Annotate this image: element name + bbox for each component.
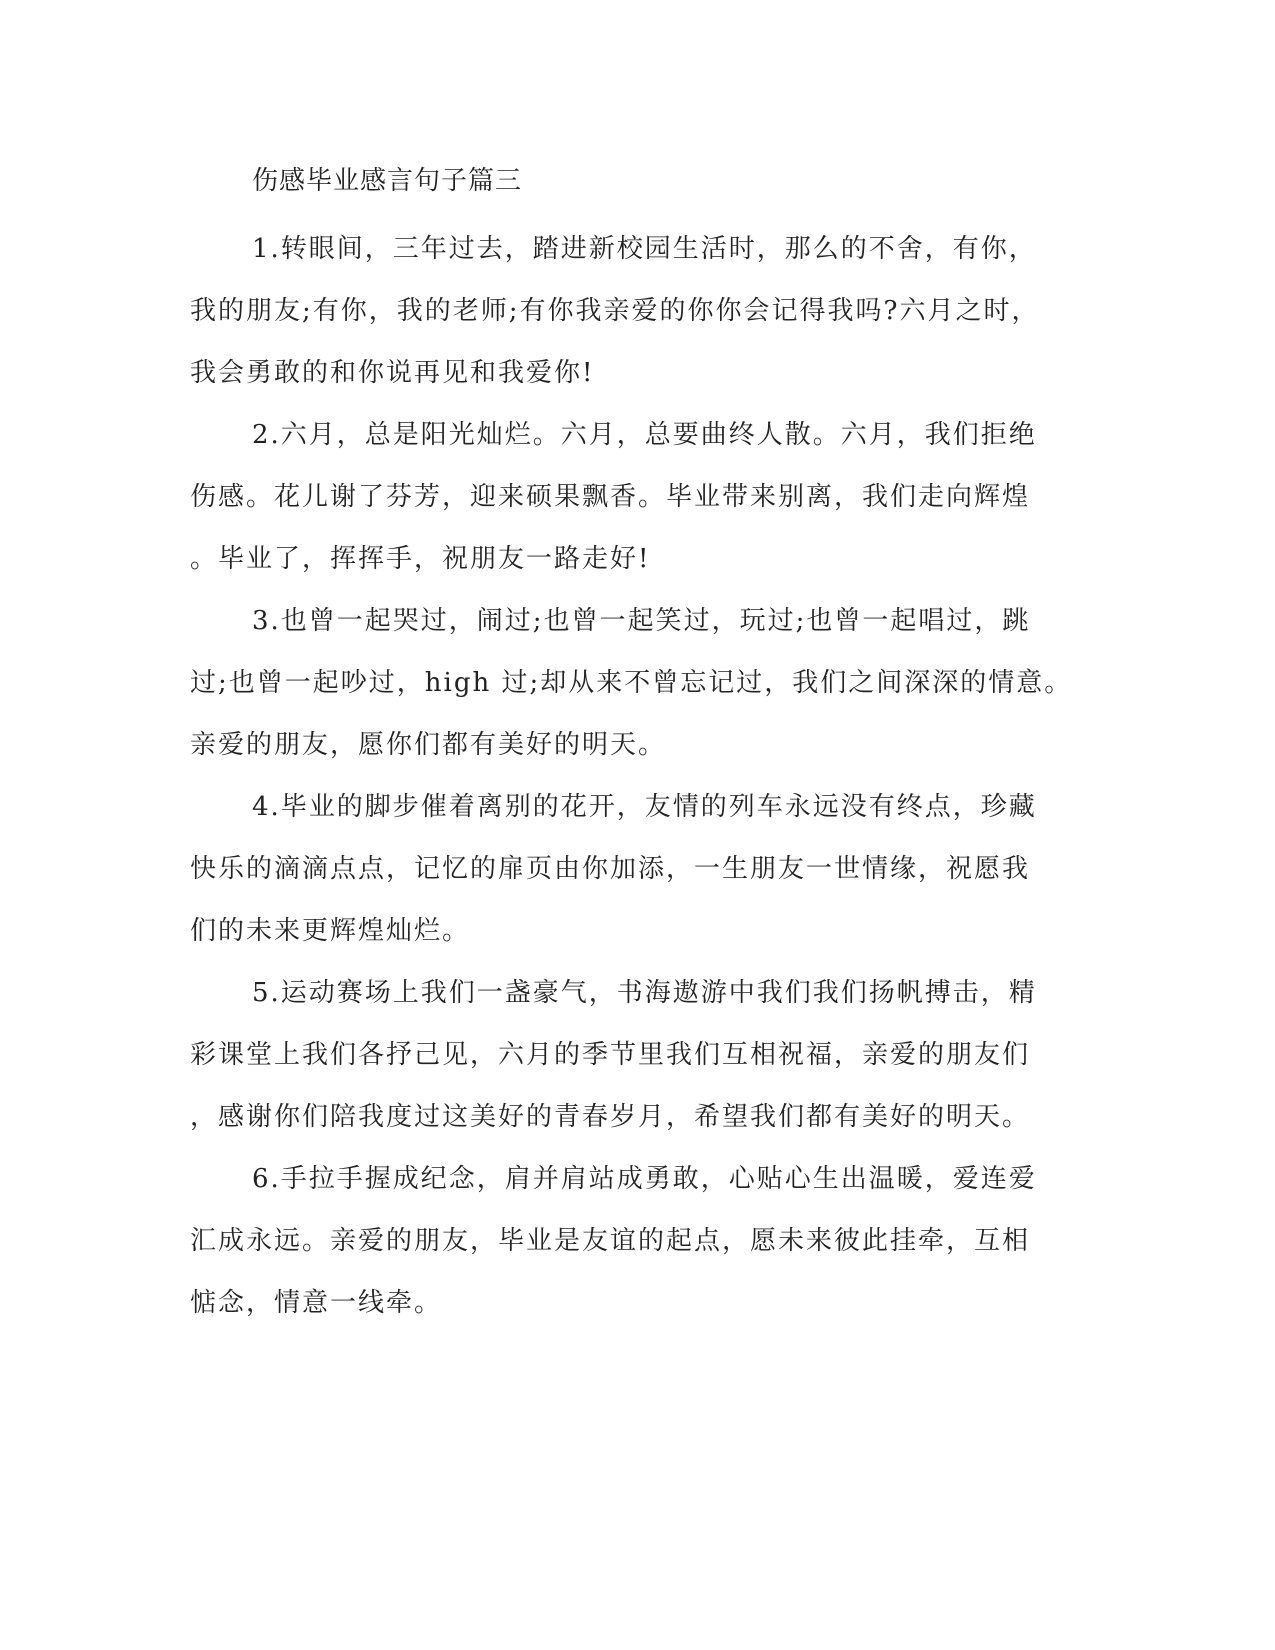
paragraph-line: 我会勇敢的和你说再见和我爱你! bbox=[190, 358, 595, 388]
paragraph-line: 们的未来更辉煌灿烂。 bbox=[190, 916, 471, 946]
paragraph-line: ，感谢你们陪我度过这美好的青春岁月，希望我们都有美好的明天。 bbox=[190, 1102, 1031, 1132]
paragraph-line: 4.毕业的脚步催着离别的花开，友情的列车永远没有终点，珍藏 bbox=[252, 792, 1037, 822]
paragraph-line: 汇成永远。亲爱的朋友，毕业是友谊的起点，愿未来彼此挂牵，互相 bbox=[190, 1226, 1031, 1256]
paragraph-line: 快乐的滴滴点点，记忆的扉页由你加添，一生朋友一世情缘，祝愿我 bbox=[190, 854, 1031, 884]
paragraph-line: 亲爱的朋友，愿你们都有美好的明天。 bbox=[190, 730, 667, 760]
paragraph-line: 。毕业了，挥挥手，祝朋友一路走好! bbox=[190, 544, 651, 574]
paragraph-line: 伤感。花儿谢了芬芳，迎来硕果飘香。毕业带来别离，我们走向辉煌 bbox=[190, 482, 1031, 512]
paragraph-line: 2.六月，总是阳光灿烂。六月，总要曲终人散。六月，我们拒绝 bbox=[252, 420, 1037, 450]
paragraph-line: 6.手拉手握成纪念，肩并肩站成勇敢，心贴心生出温暖，爱连爱 bbox=[252, 1164, 1037, 1194]
paragraph-2 bbox=[190, 404, 1070, 590]
paragraph-line: 彩课堂上我们各抒己见，六月的季节里我们互相祝福，亲爱的朋友们 bbox=[190, 1040, 1031, 1070]
paragraph-line: 我的朋友;有你，我的老师;有你我亲爱的你你会记得我吗?六月之时， bbox=[190, 296, 1040, 326]
paragraph-6 bbox=[190, 1148, 1070, 1334]
paragraph-1 bbox=[190, 218, 1070, 404]
paragraph-4 bbox=[190, 776, 1070, 962]
paragraph-line: 5.运动赛场上我们一盏豪气，书海遨游中我们我们扬帆搏击，精 bbox=[252, 978, 1037, 1008]
paragraph-line: 过;也曾一起吵过，high 过;却从来不曾忘记过，我们之间深深的情意。 bbox=[190, 668, 1073, 698]
document-title: 伤感毕业感言句子篇三 bbox=[252, 166, 523, 196]
paragraph-3 bbox=[190, 590, 1073, 776]
paragraph-line: 3.也曾一起哭过，闹过;也曾一起笑过，玩过;也曾一起唱过，跳 bbox=[252, 606, 1031, 636]
paragraph-line: 1.转眼间，三年过去，踏进新校园生活时，那么的不舍，有你， bbox=[252, 234, 1037, 264]
paragraph-5 bbox=[190, 962, 1070, 1148]
paragraph-line: 惦念，情意一线牵。 bbox=[190, 1288, 443, 1318]
